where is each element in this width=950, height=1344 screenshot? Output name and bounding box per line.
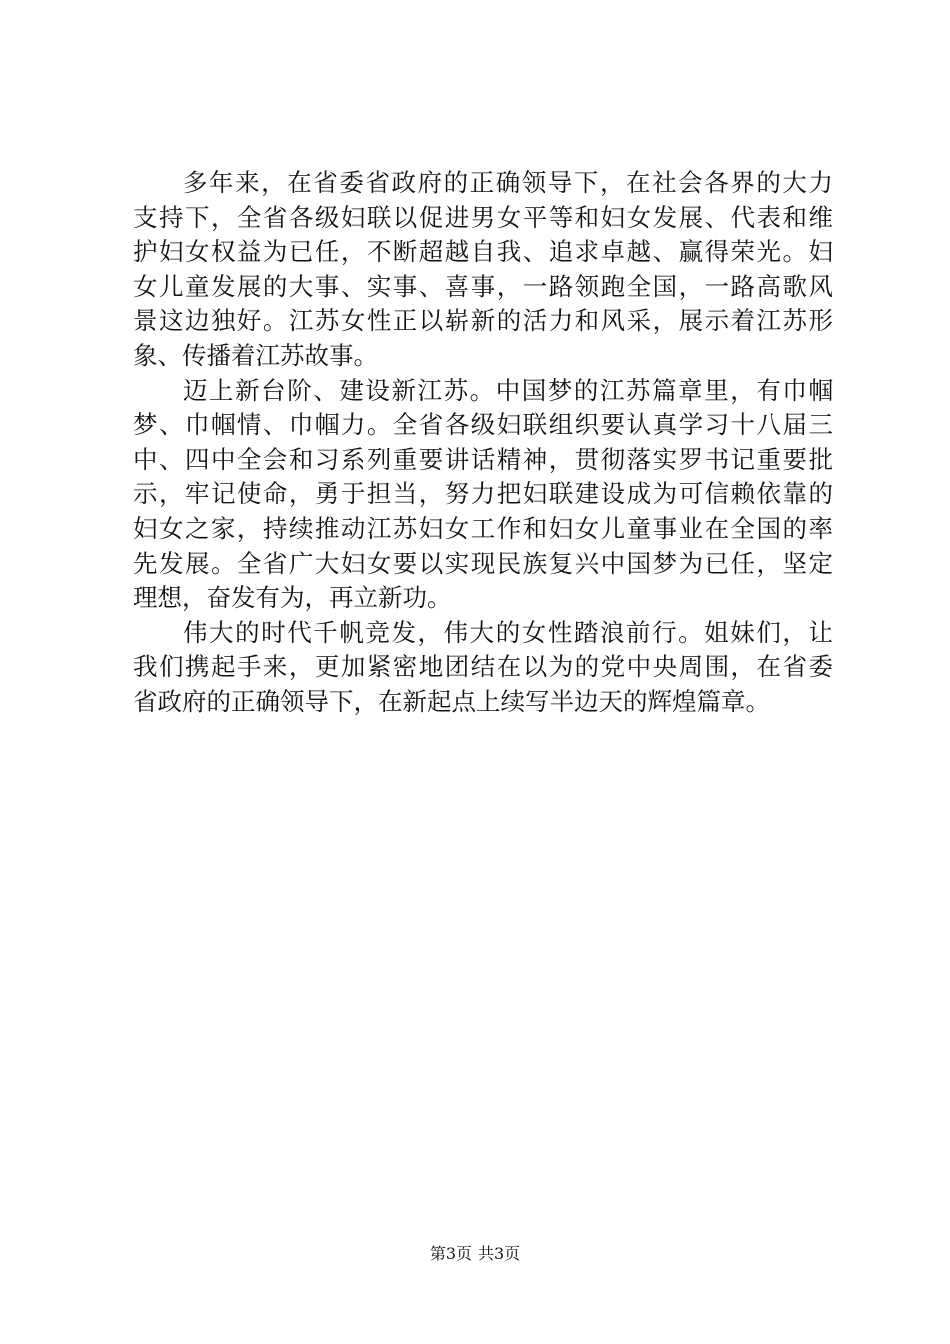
paragraph-line: 女儿童发展的大事、实事、喜事，一路领跑全国，一路高歌风 bbox=[133, 271, 833, 301]
paragraph-3 bbox=[133, 616, 833, 720]
paragraph-line: 象、传播着江苏故事。 bbox=[133, 340, 378, 370]
body-text bbox=[133, 166, 833, 720]
paragraph-line: 梦、巾帼情、巾帼力。全省各级妇联组织要认真学习十八届三 bbox=[133, 410, 833, 440]
page-number: 第3页 bbox=[429, 1244, 472, 1263]
paragraph-line: 多年来，在省委省政府的正确领导下，在社会各界的大力 bbox=[183, 168, 833, 197]
paragraph-line: 示，牢记使命，勇于担当，努力把妇联建设成为可信赖依靠的 bbox=[133, 479, 833, 509]
paragraph-line: 景这边独好。江苏女性正以崭新的活力和风采，展示着江苏形 bbox=[133, 306, 833, 336]
paragraph-line: 支持下，全省各级妇联以促进男女平等和妇女发展、代表和维 bbox=[133, 202, 833, 232]
paragraph-line: 先发展。全省广大妇女要以实现民族复兴中国梦为已任，坚定 bbox=[133, 548, 833, 578]
paragraph-line: 妇女之家，持续推动江苏妇女工作和妇女儿童事业在全国的率 bbox=[133, 513, 833, 543]
paragraph-line: 护妇女权益为已任，不断超越自我、追求卓越、赢得荣光。妇 bbox=[133, 237, 833, 267]
page-footer bbox=[0, 1244, 950, 1264]
paragraph-line: 伟大的时代千帆竞发，伟大的女性踏浪前行。姐妹们，让 bbox=[183, 617, 833, 647]
paragraph-line: 迈上新台阶、建设新江苏。中国梦的江苏篇章里，有巾帼 bbox=[183, 375, 833, 405]
paragraph-1 bbox=[133, 166, 833, 374]
paragraph-2 bbox=[133, 374, 833, 616]
paragraph-line: 我们携起手来，更加紧密地团结在以为的党中央周围，在省委 bbox=[133, 652, 833, 682]
paragraph-line: 省政府的正确领导下，在新起点上续写半边天的辉煌篇章。 bbox=[133, 686, 770, 716]
paragraph-line: 理想，奋发有为，再立新功。 bbox=[133, 583, 452, 613]
page-total: 共3页 bbox=[478, 1244, 521, 1263]
paragraph-line: 中、四中全会和习系列重要讲话精神，贯彻落实罗书记重要批 bbox=[133, 444, 833, 474]
